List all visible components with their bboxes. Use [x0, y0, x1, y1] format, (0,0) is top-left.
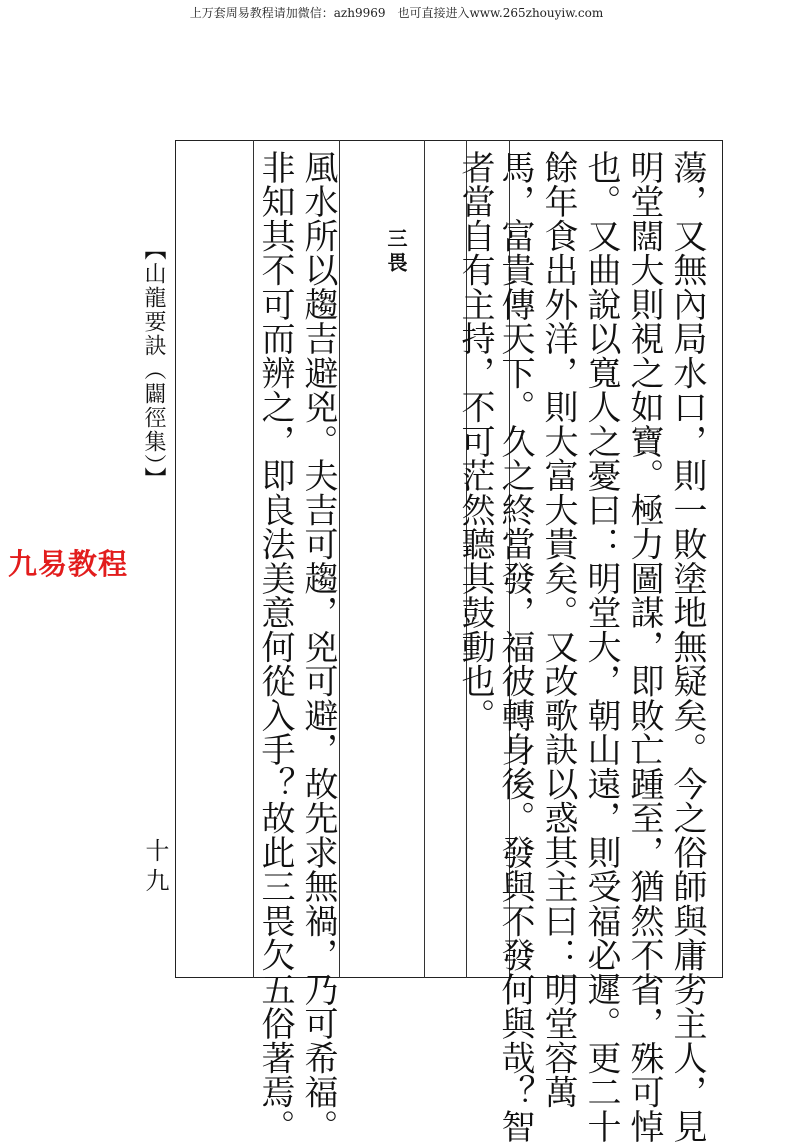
column-rule	[339, 140, 340, 978]
text-column-4: 餘年食出外洋，則大富大貴矣。又改歌訣以惑其主曰：明堂容萬	[538, 150, 578, 1109]
book-title: 【山龍要訣（闢徑集）】	[141, 238, 166, 491]
header-note: 上万套周易教程请加微信：azh9969 也可直接进入www.265zhouyiw.com	[189, 6, 604, 20]
text-column-6: 者當自有主持，不可茫然聽其鼓動也。	[455, 150, 495, 733]
text-column-2: 明堂闊大則視之如寶。極力圖謀，即敗亡踵至，猶然不省，殊可悼	[624, 150, 664, 1143]
text-column-8: 非知其不可而辨之，即良法美意何從入手？故此三畏欠五俗著焉。	[255, 150, 295, 1143]
watermark-logo: 九易教程	[8, 547, 129, 581]
column-rule	[424, 140, 425, 978]
text-column-3: 也。又曲說以寬人之憂曰：明堂大，朝山遠，則受福必遲。更二十	[581, 150, 621, 1143]
column-rule	[253, 140, 254, 978]
page-number: 十九	[141, 838, 169, 898]
section-heading: 三畏	[384, 228, 408, 276]
text-column-5: 馬，富貴傳天下。久之終當發，福彼轉身後。發與不發何與哉？智	[495, 150, 535, 1143]
text-column-1: 蕩，又無內局水口，則一敗塗地無疑矣。今之俗師與庸劣主人，見	[667, 150, 707, 1143]
text-column-7: 風水所以趨吉避兇。夫吉可趨，兇可避，故先求無禍，乃可希福。	[298, 150, 338, 1143]
